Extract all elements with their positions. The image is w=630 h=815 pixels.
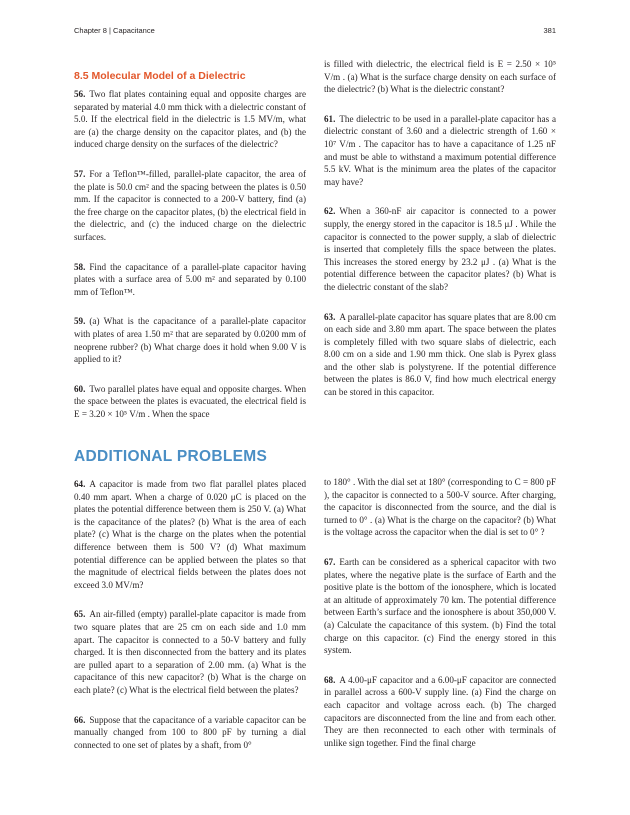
problem-number: 65.	[74, 609, 86, 620]
problem-text: A capacitor is made from two flat parallel plates placed 0.40 mm apart. When a charge of 0.020 μC is placed on the plates the potential difference between them is 250 V. (a) What is the capacitance of the plates? (b) What is the area of each plate? (c) What is the charge on the plates when the potential difference between them is 500 V? (d) What maximum potential difference can be applied between the plates so that the magnitude of electrical fields between the plates does not exceed 3.0 MV/m?	[74, 479, 306, 590]
problem-66-continued	[324, 476, 556, 539]
additional-problems-title: ADDITIONAL PROBLEMS	[74, 448, 268, 465]
page-header	[74, 26, 556, 38]
upper-right-column	[324, 58, 556, 416]
problem-number: 59.	[74, 316, 86, 327]
problem-63	[324, 311, 556, 399]
problem-64	[74, 478, 306, 591]
problem-number: 66.	[74, 714, 86, 725]
problem-68	[324, 674, 556, 750]
problem-text: An air-filled (empty) parallel-plate capacitor is made from two square plates that are 25 cm on each side and 1.0 mm apart. The capacitor is connected to a 50-V battery and fully charged. It is then disconnected from the battery and its plates are pulled apart to a separation of 2.00 mm. (a) What is the capacitance of this new capacitor? (b) What is the charge on each plate? (c) What is the electrical field between the plates?	[74, 609, 306, 695]
problem-57	[74, 168, 306, 244]
problem-number: 64.	[74, 479, 86, 489]
problem-number: 63.	[324, 311, 336, 322]
problem-56	[74, 88, 306, 151]
problem-number: 61.	[324, 113, 336, 124]
problem-number: 67.	[324, 556, 336, 567]
problem-number: 60.	[74, 383, 86, 394]
lower-right-column	[324, 476, 556, 766]
chapter-title: Chapter 8 | Capacitance	[74, 26, 155, 35]
problem-67	[324, 556, 556, 657]
problem-text: The dielectric to be used in a parallel-plate capacitor has a dielectric constant of 3.60 and a dielectric strength of 1.60 × 10⁷ V/m . The capacitor has to have a capacitance of 1.25 nF and must be able to withstand a maximum potential difference 5.5 kV. What is the minimum area the plates of the capacitor may have?	[324, 113, 556, 187]
problem-number: 68.	[324, 674, 336, 685]
problem-60-continued	[324, 58, 556, 96]
lower-left-column	[74, 478, 306, 768]
problem-text: A 4.00-μF capacitor and a 6.00-μF capacitor are connected in parallel across a 600-V supply line. (a) Find the charge on each capacitor and voltage across each. (b) The charged capacitors are disconnected from the line and from each other. They are then reconnected to each other with terminals of unlike sign together. Find the final charge	[324, 674, 556, 748]
section-title: 8.5 Molecular Model of a Dielectric	[74, 70, 246, 82]
problem-number: 56.	[74, 89, 86, 99]
problem-60	[74, 383, 306, 421]
problem-number: 58.	[74, 261, 86, 272]
page-number: 381	[543, 26, 556, 35]
problem-65	[74, 608, 306, 696]
problem-59	[74, 315, 306, 365]
problem-58	[74, 261, 306, 299]
problem-text: Suppose that the capacitance of a variable capacitor can be manually changed from 100 to 800 pF by turning a dial connected to one set of plates by a shaft, from 0°	[74, 714, 306, 750]
problem-66	[74, 714, 306, 752]
problem-text: For a Teflon™-filled, parallel-plate capacitor, the area of the plate is 50.0 cm² and the spacing between the plates is 0.50 mm. If the capacitor is connected to a 200-V battery, find (a) the free charge on the capacitor plates, (b) the electrical field in the dielectric, and (c) the induced charge on the dielectric surfaces.	[74, 168, 306, 242]
problem-text: Earth can be considered as a spherical capacitor with two plates, where the negative plate is the surface of Earth and the positive plate is the bottom of the ionosphere, which is located at an altitude of approximately 70 km. The potential difference between Earth’s surface and the ionosphere is about 350,000 V. (a) Calculate the capacitance of this system. (b) Find the total charge on this capacitor. (c) Find the energy stored in this system.	[324, 556, 556, 656]
problem-number: 57.	[74, 168, 86, 179]
problem-text: is filled with dielectric, the electrical field is E = 2.50 × 10⁵ V/m . (a) What is the surface charge density on each surface of the dielectric? (b) What is the dielectric constant?	[324, 59, 556, 95]
problem-text: to 180° . With the dial set at 180° (corresponding to C = 800 pF ), the capacitor is connected to a 500-V source. After charging, the capacitor is disconnected from the source, and the dial is turned to 0° . (a) What is the charge on the capacitor? (b) What is the voltage across the capacitor when the dial is set to 0° ?	[324, 477, 556, 538]
problem-number: 62.	[324, 206, 336, 217]
problem-text: Two parallel plates have equal and opposite charges. When the space between the plates is evacuated, the electrical field is E = 3.20 × 10⁵ V/m . When the space	[74, 383, 306, 419]
problem-text: Find the capacitance of a parallel-plate capacitor having plates with a surface area of 5.00 m² and separated by 0.100 mm of Teflon™.	[74, 261, 306, 297]
problem-61	[324, 113, 556, 189]
problem-text: A parallel-plate capacitor has square plates that are 8.00 cm on each side and 3.80 mm apart. The space between the plates is completely filled with two square slabs of dielectric, each 8.00 cm on a side and 1.90 mm thick. One slab is Pyrex glass and the other slab is polystyrene. If the potential difference between the plates is 86.0 V, find how much electrical energy can be stored in this capacitor.	[324, 311, 557, 398]
problem-text: (a) What is the capacitance of a parallel-plate capacitor with plates of area 1.50 m² that are separated by 0.0200 mm of neoprene rubber? (b) What charge does it hold when 9.00 V is applied to it?	[74, 316, 306, 365]
problem-text: When a 360-nF air capacitor is connected to a power supply, the energy stored in the capacitor is 18.5 μJ . While the capacitor is connected to the power supply, a slab of dielectric is inserted that completely fills the space between the plates. This increases the stored energy by 23.2 μJ . (a) What is the potential difference between the capacitor plates? (b) What is the dielectric constant of the slab?	[324, 206, 556, 292]
problem-62	[324, 205, 556, 293]
problem-text: Two flat plates containing equal and opposite charges are separated by material 4.0 mm thick with a dielectric constant of 5.0. If the electrical field in the dielectric is 1.5 MV/m, what are (a) the charge density on the capacitor plates, and (b) the induced charge density on the surfaces of the dielectric?	[74, 89, 306, 150]
upper-left-column	[74, 70, 306, 437]
